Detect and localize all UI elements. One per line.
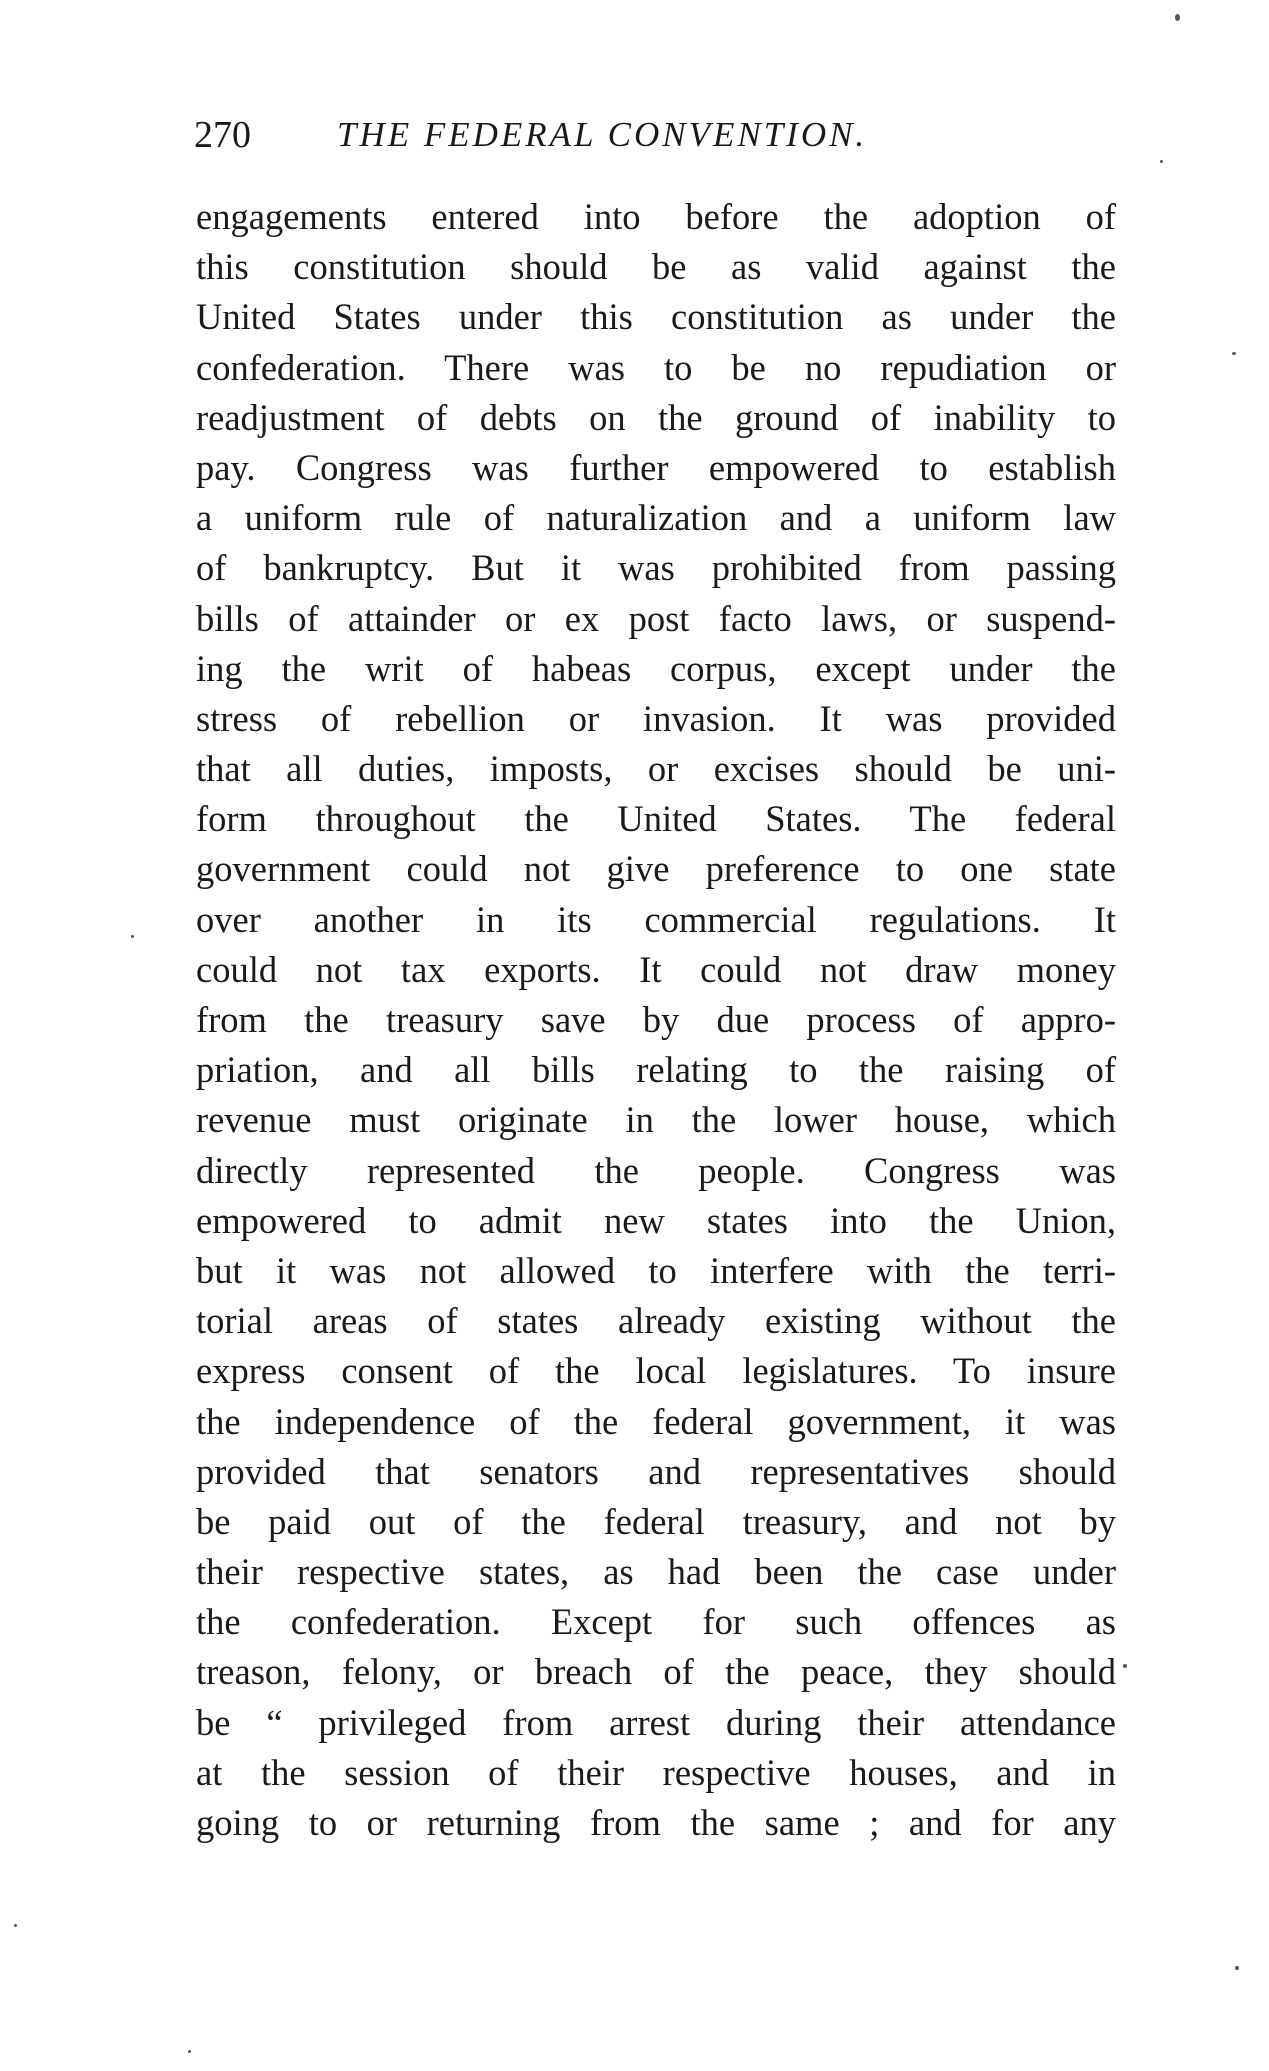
text-line: this constitution should be as valid against the	[196, 246, 1116, 288]
text-line: the confederation. Except for such offences as	[196, 1601, 1116, 1643]
page-header	[190, 110, 1130, 160]
text-line: stress of rebellion or invasion. It was provided	[196, 697, 1116, 739]
text-line: could not tax exports. It could not draw money	[196, 948, 1116, 990]
scan-speck	[1232, 352, 1236, 355]
text-line: pay. Congress was further empowered to establish	[196, 446, 1116, 488]
text-line: that all duties, imposts, or excises should be uni-	[196, 748, 1116, 790]
text-line: the independence of the federal government, it was	[196, 1400, 1116, 1442]
text-line: revenue must originate in the lower house, which	[196, 1099, 1116, 1141]
text-line: express consent of the local legislatures. To insure	[196, 1350, 1116, 1392]
text-line: form throughout the United States. The federal	[196, 798, 1116, 840]
text-line: from the treasury save by due process of appro-	[196, 999, 1116, 1040]
text-line: government could not give preference to one state	[196, 848, 1116, 890]
text-line: readjustment of debts on the ground of inability to	[196, 396, 1116, 438]
text-line: a uniform rule of naturalization and a uniform law	[196, 497, 1116, 539]
text-line: going to or returning from the same ; and for any	[196, 1802, 1116, 1843]
text-line: bills of attainder or ex post facto laws, or suspend-	[196, 597, 1116, 639]
text-line: be “ privileged from arrest during their attendance	[196, 1701, 1116, 1743]
text-line: at the session of their respective houses, and in	[196, 1751, 1116, 1793]
scan-speck	[188, 2050, 191, 2053]
text-line: treason, felony, or breach of the peace, they should	[196, 1651, 1116, 1693]
scan-speck	[131, 935, 134, 938]
scan-speck	[1235, 1966, 1239, 1970]
text-line: directly represented the people. Congress was	[196, 1149, 1116, 1191]
scan-speck	[1175, 14, 1180, 21]
text-line: of bankruptcy. But it was prohibited from passing	[196, 547, 1116, 589]
text-line: United States under this constitution as under the	[196, 296, 1116, 338]
text-line: over another in its commercial regulations. It	[196, 898, 1116, 940]
text-line: their respective states, as had been the case under	[196, 1551, 1116, 1593]
page-number: 270	[194, 114, 251, 156]
body-paragraph	[196, 192, 1116, 1848]
text-line: ing the writ of habeas corpus, except under the	[196, 647, 1116, 689]
text-line: empowered to admit new states into the Union,	[196, 1199, 1116, 1241]
text-line: torial areas of states already existing without the	[196, 1300, 1116, 1342]
text-line: but it was not allowed to interfere with the terri-	[196, 1249, 1116, 1291]
text-line: confederation. There was to be no repudiation or	[196, 346, 1116, 388]
text-line: priation, and all bills relating to the raising of	[196, 1049, 1116, 1091]
text-line: engagements entered into before the adoption of	[196, 196, 1116, 237]
text-line: be paid out of the federal treasury, and not by	[196, 1500, 1116, 1542]
scan-speck	[1160, 160, 1163, 163]
text-line: provided that senators and representatives should	[196, 1450, 1116, 1492]
scan-speck	[1123, 1664, 1127, 1668]
scan-speck	[14, 1924, 17, 1927]
running-title: THE FEDERAL CONVENTION.	[337, 115, 868, 154]
